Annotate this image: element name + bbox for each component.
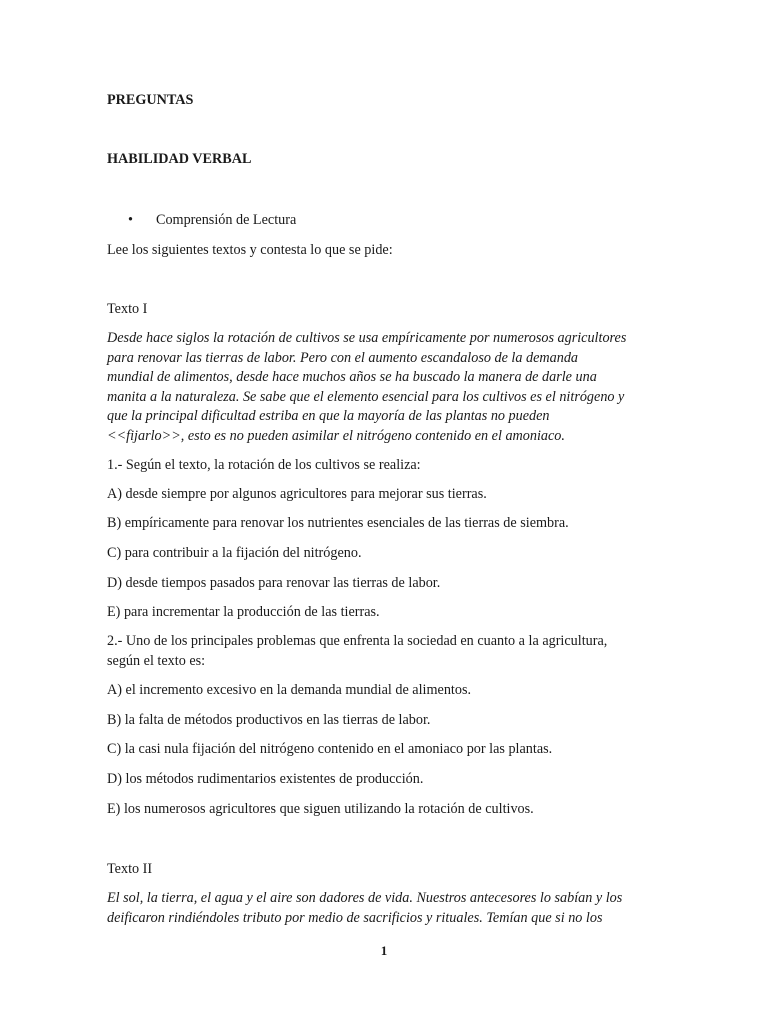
q2-option-d: D) los métodos rudimentarios existentes de producción. <box>107 771 424 787</box>
texto2-line: deificaron rindiéndoles tributo por medio de sacrificios y rituales. Temían que si no los <box>107 909 603 926</box>
q2-question <box>107 632 662 671</box>
q2-option-a: A) el incremento excesivo en la demanda mundial de alimentos. <box>107 682 472 698</box>
page-number: 1 <box>380 943 388 958</box>
texto1-title: Texto I <box>107 301 148 317</box>
section-title: HABILIDAD VERBAL <box>107 151 252 167</box>
texto1-line: para renovar las tierras de labor. Pero con el aumento escandaloso de la demanda <box>107 349 579 366</box>
texto1-line: mundial de alimentos, desde hace muchos años se ha buscado la manera de darle una <box>107 369 597 385</box>
q1-question: 1.- Según el texto, la rotación de los cultivos se realiza: <box>107 457 421 473</box>
q1-option-e: E) para incrementar la producción de las tierras. <box>107 604 380 620</box>
texto1-line: que la principal dificultad estriba en que la mayoría de las plantas no pueden <box>107 408 550 424</box>
q1-option-a: A) desde siempre por algunos agricultores para mejorar sus tierras. <box>107 486 487 502</box>
texto2-line: El sol, la tierra, el agua y el aire son dadores de vida. Nuestros antecesores lo sabían y los <box>107 890 623 906</box>
texto2-body <box>107 889 667 928</box>
texto2-title: Texto II <box>107 861 153 877</box>
q2-question-line: según el texto es: <box>107 652 206 669</box>
page-heading: PREGUNTAS <box>107 92 194 108</box>
instruction-text: Lee los siguientes textos y contesta lo que se pide: <box>107 242 393 258</box>
bullet-text: Comprensión de Lectura <box>156 212 297 228</box>
q1-option-c: C) para contribuir a la fijación del nitrógeno. <box>107 545 362 561</box>
q2-option-b: B) la falta de métodos productivos en las tierras de labor. <box>107 712 431 728</box>
q2-option-e: E) los numerosos agricultores que siguen utilizando la rotación de cultivos. <box>107 801 534 817</box>
texto1-line: manita a la naturaleza. Se sabe que el elemento esencial para los cultivos es el nitrógeno y <box>107 388 625 405</box>
q2-option-c: C) la casi nula fijación del nitrógeno contenido en el amoniaco por las plantas. <box>107 741 553 757</box>
bullet-glyph: • <box>128 212 133 228</box>
texto1-line: <<fijarlo>>, esto es no pueden asimilar el nitrógeno contenido en el amoniaco. <box>107 427 565 444</box>
texto1-line: Desde hace siglos la rotación de cultivos se usa empíricamente por numerosos agricultores <box>107 330 627 346</box>
q2-question-line: 2.- Uno de los principales problemas que enfrenta la sociedad en cuanto a la agricultura, <box>107 633 608 649</box>
texto1-body <box>107 329 667 446</box>
q1-option-d: D) desde tiempos pasados para renovar las tierras de labor. <box>107 575 441 591</box>
q1-option-b: B) empíricamente para renovar los nutrientes esenciales de las tierras de siembra. <box>107 515 569 531</box>
